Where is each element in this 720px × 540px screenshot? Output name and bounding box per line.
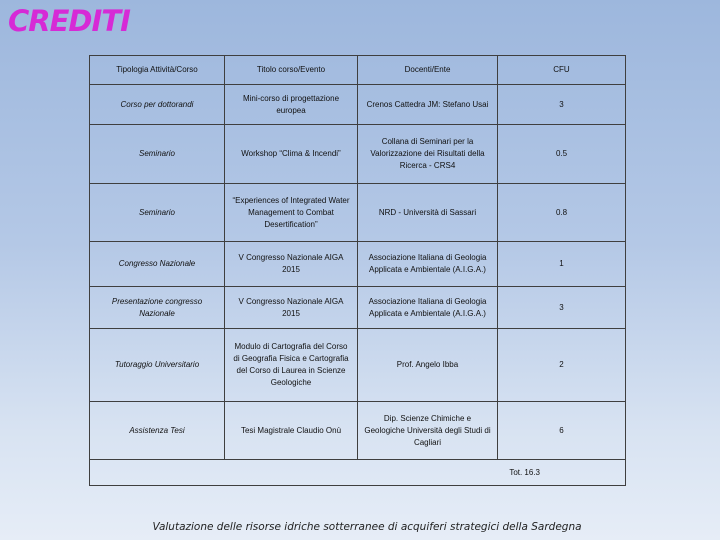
table-row [90, 242, 626, 287]
cell-titolo: V Congresso Nazionale AIGA 2015 [225, 287, 358, 329]
cell-docenti: Prof. Angelo Ibba [358, 329, 498, 402]
cell-tipologia: Seminario [90, 184, 225, 242]
cell-titolo: Tesi Magistrale Claudio Onù [225, 402, 358, 460]
cell-tipologia: Corso per dottorandi [90, 85, 225, 125]
cell-tipologia: Presentazione congresso Nazionale [90, 287, 225, 329]
cell-docenti: Associazione Italiana di Geologia Applicata e Ambientale (A.I.G.A.) [358, 287, 498, 329]
credits-table [89, 55, 626, 486]
cell-cfu: 6 [498, 402, 626, 460]
table-row [90, 85, 626, 125]
cell-tipologia: Tutoraggio Universitario [90, 329, 225, 402]
table-row [90, 402, 626, 460]
table-row [90, 329, 626, 402]
cell-docenti: Crenos Cattedra JM: Stefano Usai [358, 85, 498, 125]
cell-cfu: 0.8 [498, 184, 626, 242]
table-header-row [90, 56, 626, 85]
table-row [90, 125, 626, 184]
footer-caption: Valutazione delle risorse idriche sotterranee di acquiferi strategici della Sardegna [152, 521, 582, 533]
header-titolo: Titolo corso/Evento [225, 56, 358, 85]
cell-tipologia: Seminario [90, 125, 225, 184]
header-docenti: Docenti/Ente [358, 56, 498, 85]
cell-docenti: Associazione Italiana di Geologia Applicata e Ambientale (A.I.G.A.) [358, 242, 498, 287]
cell-cfu: 0.5 [498, 125, 626, 184]
table-row [90, 184, 626, 242]
cell-titolo: V Congresso Nazionale AIGA 2015 [225, 242, 358, 287]
cell-docenti: NRD - Università di Sassari [358, 184, 498, 242]
cell-titolo: Workshop “Clima & Incendi” [225, 125, 358, 184]
table-row [90, 287, 626, 329]
total-row [90, 460, 626, 486]
cell-docenti: Dip. Scienze Chimiche e Geologiche Università degli Studi di Cagliari [358, 402, 498, 460]
header-cfu: CFU [498, 56, 626, 85]
cell-cfu: 3 [498, 287, 626, 329]
cell-cfu: 3 [498, 85, 626, 125]
cell-titolo: Modulo di Cartografia del Corso di Geografia Fisica e Cartografia del Corso di Laurea in Scienze Geologiche [225, 329, 358, 402]
header-tipologia: Tipologia Attività/Corso [90, 56, 225, 85]
cell-titolo: “Experiences of Integrated Water Management to Combat Desertification” [225, 184, 358, 242]
page-title: CREDITI [8, 4, 130, 38]
cell-cfu: 2 [498, 329, 626, 402]
total-cfu: Tot. 16.3 [90, 460, 626, 486]
cell-cfu: 1 [498, 242, 626, 287]
cell-tipologia: Congresso Nazionale [90, 242, 225, 287]
cell-docenti: Collana di Seminari per la Valorizzazione dei Risultati della Ricerca - CRS4 [358, 125, 498, 184]
cell-titolo: Mini-corso di progettazione europea [225, 85, 358, 125]
cell-tipologia: Assistenza Tesi [90, 402, 225, 460]
